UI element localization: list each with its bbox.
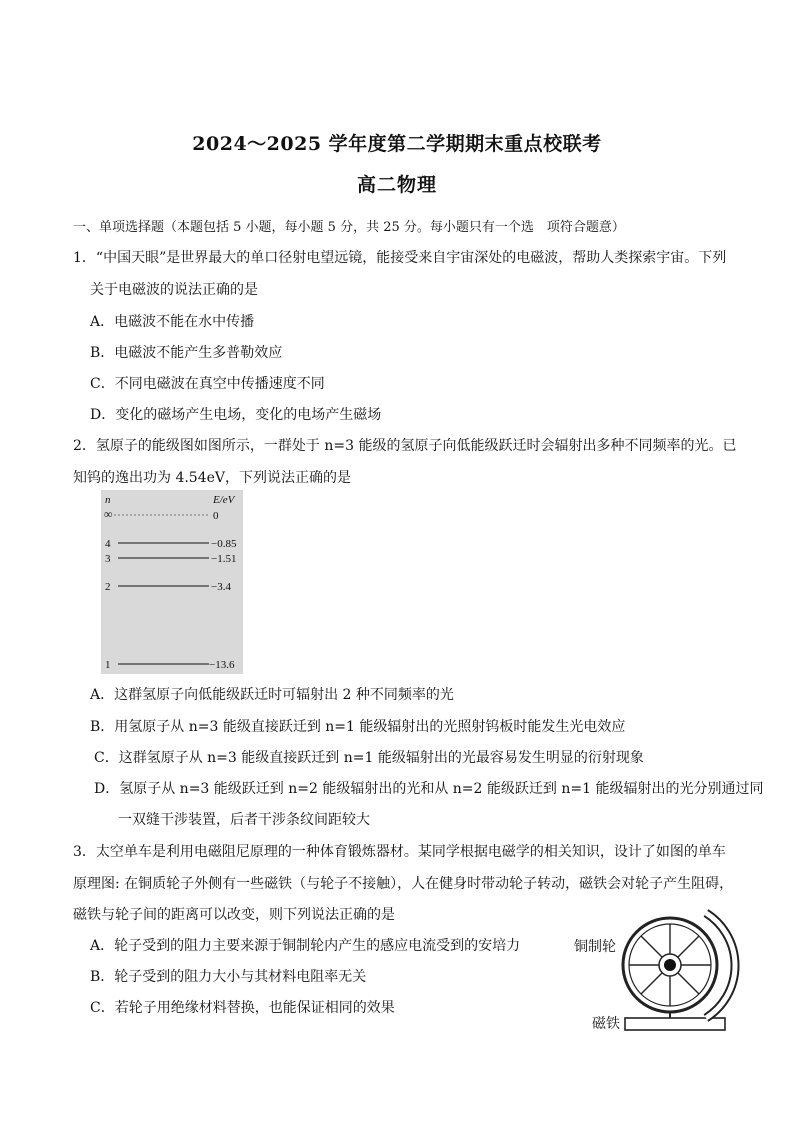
section-heading: 一、单项选择题（本题包括 5 小题，每小题 5 分，共 25 分。每小题只有一个选 项符合题意） — [73, 220, 625, 235]
q1-option-b: B．电磁波不能产生多普勒效应 — [90, 345, 283, 361]
q2-stem-line2: 知钨的逸出功为 4.54eV，下列说法正确的是 — [73, 470, 352, 486]
q2-option-c: C．这群氢原子从 n=3 能级直接跃迁到 n=1 能级辐射出的光最容易发生明显的衍射现象 — [94, 750, 644, 766]
q1-option-a: A．电磁波不能在水中传播 — [90, 314, 255, 330]
level-e-3: −1.51 — [211, 553, 237, 565]
q2-option-d-line2: 一双缝干涉装置，后者干涉条纹间距较大 — [118, 812, 370, 828]
level-n-4: 4 — [105, 538, 111, 550]
axle — [664, 959, 676, 971]
q2-stem-line1: 2．氢原子的能级图如图所示，一群处于 n=3 能级的氢原子向低能级跃迁时会辐射出多种不同频率的光。已 — [73, 438, 737, 454]
energy-axis-label: E/eV — [213, 494, 235, 506]
n-axis-label: n — [105, 494, 111, 506]
q1-option-c: C．不同电磁波在真空中传播速度不同 — [90, 376, 325, 392]
energy-level-diagram — [101, 490, 243, 674]
q1-stem-line1: 1．“中国天眼”是世界最大的单口径射电望远镜，能接受来自宇宙深处的电磁波，帮助人类探索宇宙。下列 — [73, 250, 727, 266]
q2-option-d-line1: D．氢原子从 n=3 能级跃迁到 n=2 能级辐射出的光和从 n=2 能级跃迁到 n=1 能级辐射出的光分别通过同 — [94, 781, 764, 797]
level-n-3: 3 — [105, 553, 111, 565]
q3-option-b: B．轮子受到的阻力大小与其材料电阻率无关 — [90, 969, 367, 985]
q3-option-c: C．若轮子用绝缘材料替换，也能保证相同的效果 — [90, 1000, 395, 1016]
q1-stem-line2: 关于电磁波的说法正确的是 — [90, 282, 258, 298]
q3-stem-line2: 原理图: 在铜质轮子外侧有一些磁铁（与轮子不接触），人在健身时带动轮子转动，磁铁会对轮子产生阻碍， — [73, 876, 734, 892]
level-n-1: 1 — [105, 659, 111, 671]
exam-title: 2024～2025 学年度第二学期期末重点校联考 — [192, 133, 602, 155]
q2-option-b: B．用氢原子从 n=3 能级直接跃迁到 n=1 能级辐射出的光照射钨板时能发生光电效应 — [90, 719, 626, 735]
subject-title: 高二物理 — [356, 174, 437, 196]
q1-option-d: D．变化的磁场产生电场，变化的电场产生磁场 — [90, 407, 382, 423]
level-e-2: −3.4 — [211, 581, 231, 593]
level-n-inf: ∞ — [104, 507, 113, 521]
q3-stem-line1: 3．太空单车是利用电磁阻尼原理的一种体育锻炼器材。某同学根据电磁学的相关知识，设计了如图的单车 — [73, 844, 726, 860]
q3-option-a: A．轮子受到的阻力主要来源于铜制轮内产生的感应电流受到的安培力 — [90, 938, 521, 954]
level-e-inf: 0 — [213, 510, 219, 522]
level-e-1: −13.6 — [209, 659, 235, 671]
magnet-label: 磁铁 — [592, 1015, 620, 1031]
wheel-label: 铜制轮 — [574, 938, 616, 954]
level-n-2: 2 — [105, 581, 111, 593]
q2-option-a: A．这群氢原子向低能级跃迁时可辐射出 2 种不同频率的光 — [90, 687, 454, 703]
copper-wheel-figure — [560, 905, 750, 1040]
level-e-4: −0.85 — [211, 538, 237, 550]
q3-stem-line3: 磁铁与轮子间的距离可以改变，则下列说法正确的是 — [73, 907, 395, 923]
